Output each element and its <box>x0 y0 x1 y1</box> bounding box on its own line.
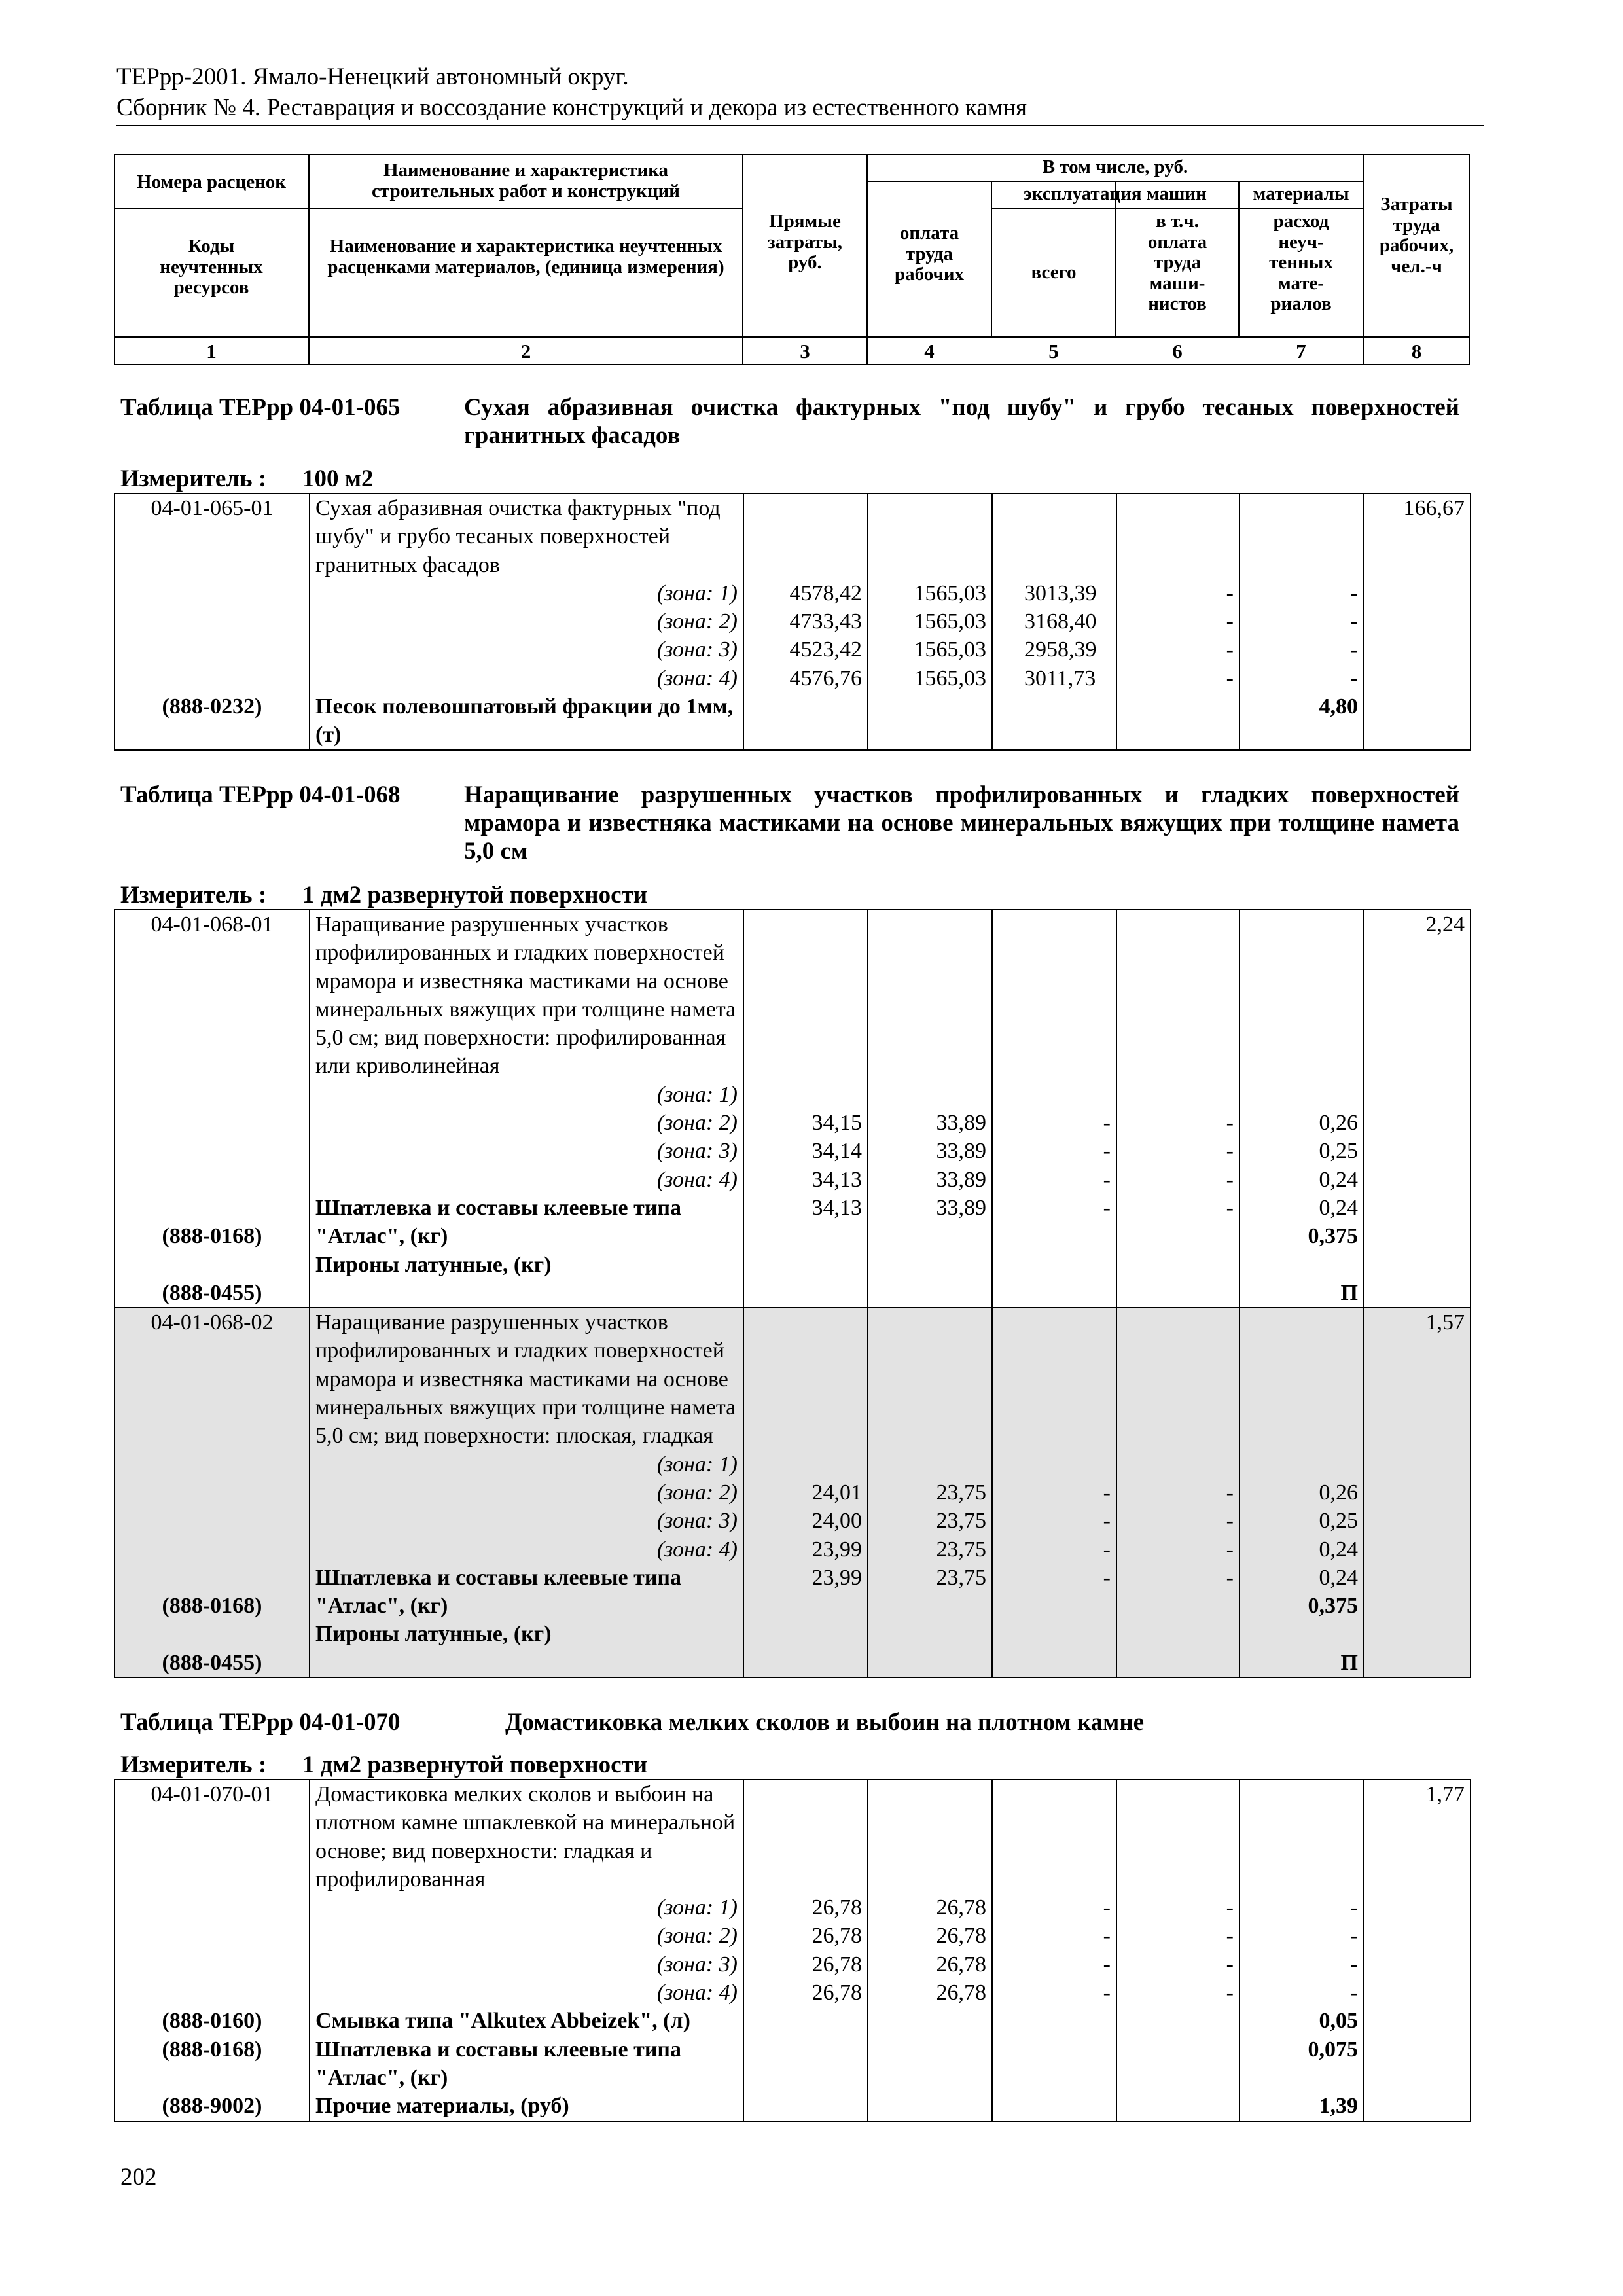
machines-cell: - - - - <box>992 1308 1116 1677</box>
machines-cell: - - - - <box>992 910 1116 1308</box>
hdr-including: В том числе, руб. <box>1042 156 1188 177</box>
resource-name: Пироны латунные, (кг) <box>315 1252 552 1277</box>
direct-costs-cell: 34,15 34,14 34,13 34,13 <box>743 910 868 1308</box>
hdr-worker-pay: оплата труда рабочих <box>894 223 965 285</box>
hdr-total: всего <box>1031 262 1077 283</box>
resource-code: (888-0455) <box>162 1650 262 1675</box>
hdr-name-bottom: Наименование и характеристика неучтенных расценками материалов, (единица измерения) <box>327 236 724 278</box>
resource-name: Смывка типа "Alkutex Abbeizek", (л) <box>315 2009 690 2034</box>
table-row <box>115 910 1471 1308</box>
table-row <box>115 1308 1471 1677</box>
rate-name: Наращивание разрушенных участков профилированных и гладких поверхностей мрамора и известняка мастиками на основе минеральных вяжущих при толщине намета 5,0 см; вид поверхности: плоская, гладкая (зона: 1) (зона: 2) (зона: 3) (зона: 4) Шпатлевка и составы клеевые типа "Атлас", (кг) Пироны латунные, (кг) <box>310 1308 743 1677</box>
hdr-col-num-8: 8 <box>1411 340 1422 363</box>
rate-code: 04-01-065-01 (888-0232) <box>115 493 310 750</box>
measure-068 <box>120 881 648 909</box>
labor-cell: 166,67 <box>1364 493 1471 750</box>
measure-065 <box>120 465 374 493</box>
resource-name: Шпатлевка и составы клеевые типа "Атлас", (кг) <box>315 1565 682 1619</box>
resource-qty: П <box>1340 1280 1358 1305</box>
resource-name: Шпатлевка и составы клеевые типа "Атлас", (кг) <box>315 2037 682 2090</box>
materials-cell: 0,26 0,25 0,24 0,24 0,375 П <box>1240 1308 1364 1677</box>
header-rule <box>116 125 1484 126</box>
resource-name: Прочие материалы, (руб) <box>315 2094 569 2119</box>
hdr-direct-costs: Прямые затраты, руб. <box>767 211 843 273</box>
direct-costs-cell: 26,78 26,78 26,78 26,78 <box>743 1780 868 2121</box>
labor-cell: 1,77 <box>1364 1780 1471 2121</box>
operator-pay-cell: - - - - <box>1116 910 1240 1308</box>
resource-code: (888-0168) <box>162 2037 262 2062</box>
table-title-text: Домастиковка мелких сколов и выбоин на плотном камне <box>505 1709 1145 1736</box>
hdr-col-num-6: 6 <box>1172 340 1183 363</box>
table-label: Таблица ТЕРрр 04-01-065 <box>120 394 401 421</box>
table-title-text: Наращивание разрушенных участков профилированных и гладких поверхностей мрамора и известняка мастиками на основе минеральных вяжущих при толщине намета 5,0 см <box>464 781 1459 865</box>
hdr-resource-codes: Коды неучтенных ресурсов <box>160 236 263 298</box>
operator-pay-cell: - - - - <box>1116 1308 1240 1677</box>
resource-code: (888-9002) <box>162 2094 262 2119</box>
rate-name: Домастиковка мелких сколов и выбоин на плотном камне шпаклевкой на минеральной основе; вид поверхности: гладкая и профилированная (зона: 1) (зона: 2) (зона: 3) (зона: 4) Смывка типа "Alkutex Abbeizek", (л) Шпатлевка и составы клеевые типа "Атлас", (кг) Прочие материалы, (руб) <box>310 1780 743 2121</box>
hdr-col-num-5: 5 <box>1048 340 1059 363</box>
measure-label: Измеритель : <box>120 465 267 492</box>
table-label: Таблица ТЕРрр 04-01-070 <box>120 1709 401 1736</box>
table-title-068 <box>120 781 1459 866</box>
rates-table-070 <box>114 1779 1471 2122</box>
operator-pay-cell: - - - - <box>1116 493 1240 750</box>
resource-code: (888-0168) <box>162 1594 262 1619</box>
table-title-065 <box>120 393 1459 450</box>
resource-qty: 0,375 <box>1308 1594 1358 1619</box>
hdr-labor-hours: Затраты труда рабочих, чел.-ч <box>1379 194 1454 277</box>
worker-pay-cell: 23,75 23,75 23,75 23,75 <box>868 1308 992 1677</box>
rates-table-065 <box>114 493 1471 751</box>
table-row <box>115 1780 1471 2121</box>
machines-cell: - - - - <box>992 1780 1116 2121</box>
hdr-machines: эксплуатация машин <box>1024 183 1207 204</box>
resource-qty: 0,05 <box>1319 2009 1358 2034</box>
resource-code: (888-0455) <box>162 1280 262 1305</box>
running-header-title: ТЕРрр-2001. Ямало-Ненецкий автономный округ. <box>116 63 629 90</box>
resource-qty: П <box>1340 1650 1358 1675</box>
materials-cell: - - - - 0,05 0,075 1,39 <box>1240 1780 1364 2121</box>
rate-name: Сухая абразивная очистка фактурных "под шубу" и грубо тесаных поверхностей гранитных фасадов (зона: 1) (зона: 2) (зона: 3) (зона: 4) Песок полевошпатовый фракции до 1мм, (т) <box>310 493 743 750</box>
measure-label: Измеритель : <box>120 1751 267 1778</box>
resource-code: (888-0160) <box>162 2009 262 2034</box>
resource-qty: 4,80 <box>1319 694 1358 719</box>
measure-value: 1 дм2 развернутой поверхности <box>302 882 648 908</box>
column-header <box>114 154 1470 365</box>
resource-name: Пироны латунные, (кг) <box>315 1622 552 1647</box>
resource-code: (888-0168) <box>162 1224 262 1249</box>
labor-cell: 1,57 <box>1364 1308 1471 1677</box>
rate-code: 04-01-070-01 (888-0160) (888-0168) (888-9002) <box>115 1780 310 2121</box>
hdr-work-name: Наименование и характеристика строительных работ и конструкций <box>371 160 681 202</box>
direct-costs-cell: 4578,42 4733,43 4523,42 4576,76 <box>743 493 868 750</box>
materials-cell: 0,26 0,25 0,24 0,24 0,375 П <box>1240 910 1364 1308</box>
hdr-col-num-4: 4 <box>924 340 935 363</box>
hdr-rate-numbers: Номера расценок <box>136 171 286 192</box>
measure-070 <box>120 1751 648 1779</box>
rate-name: Наращивание разрушенных участков профилированных и гладких поверхностей мрамора и известняка мастиками на основе минеральных вяжущих при толщине намета 5,0 см; вид поверхности: профилированная или криволинейная (зона: 1) (зона: 2) (зона: 3) (зона: 4) Шпатлевка и составы клеевые типа "Атлас", (кг) Пироны латунные, (кг) <box>310 910 743 1308</box>
measure-value: 1 дм2 развернутой поверхности <box>302 1751 648 1778</box>
resource-name: Шпатлевка и составы клеевые типа "Атлас", (кг) <box>315 1195 682 1249</box>
table-title-070 <box>120 1708 1459 1736</box>
measure-value: 100 м2 <box>302 465 374 492</box>
table-row <box>115 493 1471 750</box>
rates-table-068 <box>114 909 1471 1678</box>
hdr-material-use: расход неуч- тенных мате- риалов <box>1269 211 1333 314</box>
operator-pay-cell: - - - - <box>1116 1780 1240 2121</box>
rate-code: 04-01-068-02 (888-0168) (888-0455) <box>115 1308 310 1677</box>
machines-cell: 3013,39 3168,40 2958,39 3011,73 <box>992 493 1116 750</box>
worker-pay-cell: 33,89 33,89 33,89 33,89 <box>868 910 992 1308</box>
hdr-col-num-2: 2 <box>520 340 531 363</box>
table-label: Таблица ТЕРрр 04-01-068 <box>120 781 401 808</box>
resource-code: (888-0232) <box>162 694 262 719</box>
materials-cell: - - - - 4,80 <box>1240 493 1364 750</box>
resource-qty: 0,375 <box>1308 1224 1358 1249</box>
hdr-col-num-1: 1 <box>206 340 217 363</box>
hdr-operator-pay: в т.ч. оплата труда маши- нистов <box>1147 211 1207 314</box>
resource-qty: 0,075 <box>1308 2037 1358 2062</box>
table-title-text: Сухая абразивная очистка фактурных "под шубу" и грубо тесаных поверхностей гранитных фасадов <box>464 394 1459 449</box>
hdr-col-num-7: 7 <box>1296 340 1306 363</box>
direct-costs-cell: 24,01 24,00 23,99 23,99 <box>743 1308 868 1677</box>
worker-pay-cell: 26,78 26,78 26,78 26,78 <box>868 1780 992 2121</box>
measure-label: Измеритель : <box>120 882 267 908</box>
rate-code: 04-01-068-01 (888-0168) (888-0455) <box>115 910 310 1308</box>
resource-qty: 1,39 <box>1319 2094 1358 2119</box>
labor-cell: 2,24 <box>1364 910 1471 1308</box>
page-number: 202 <box>120 2164 157 2191</box>
resource-name: Песок полевошпатовый фракции до 1мм, (т) <box>315 694 734 747</box>
hdr-materials: материалы <box>1253 183 1349 204</box>
hdr-col-num-3: 3 <box>800 340 810 363</box>
running-header-subtitle: Сборник № 4. Реставрация и воссоздание конструкций и декора из естественного камня <box>116 94 1027 121</box>
worker-pay-cell: 1565,03 1565,03 1565,03 1565,03 <box>868 493 992 750</box>
